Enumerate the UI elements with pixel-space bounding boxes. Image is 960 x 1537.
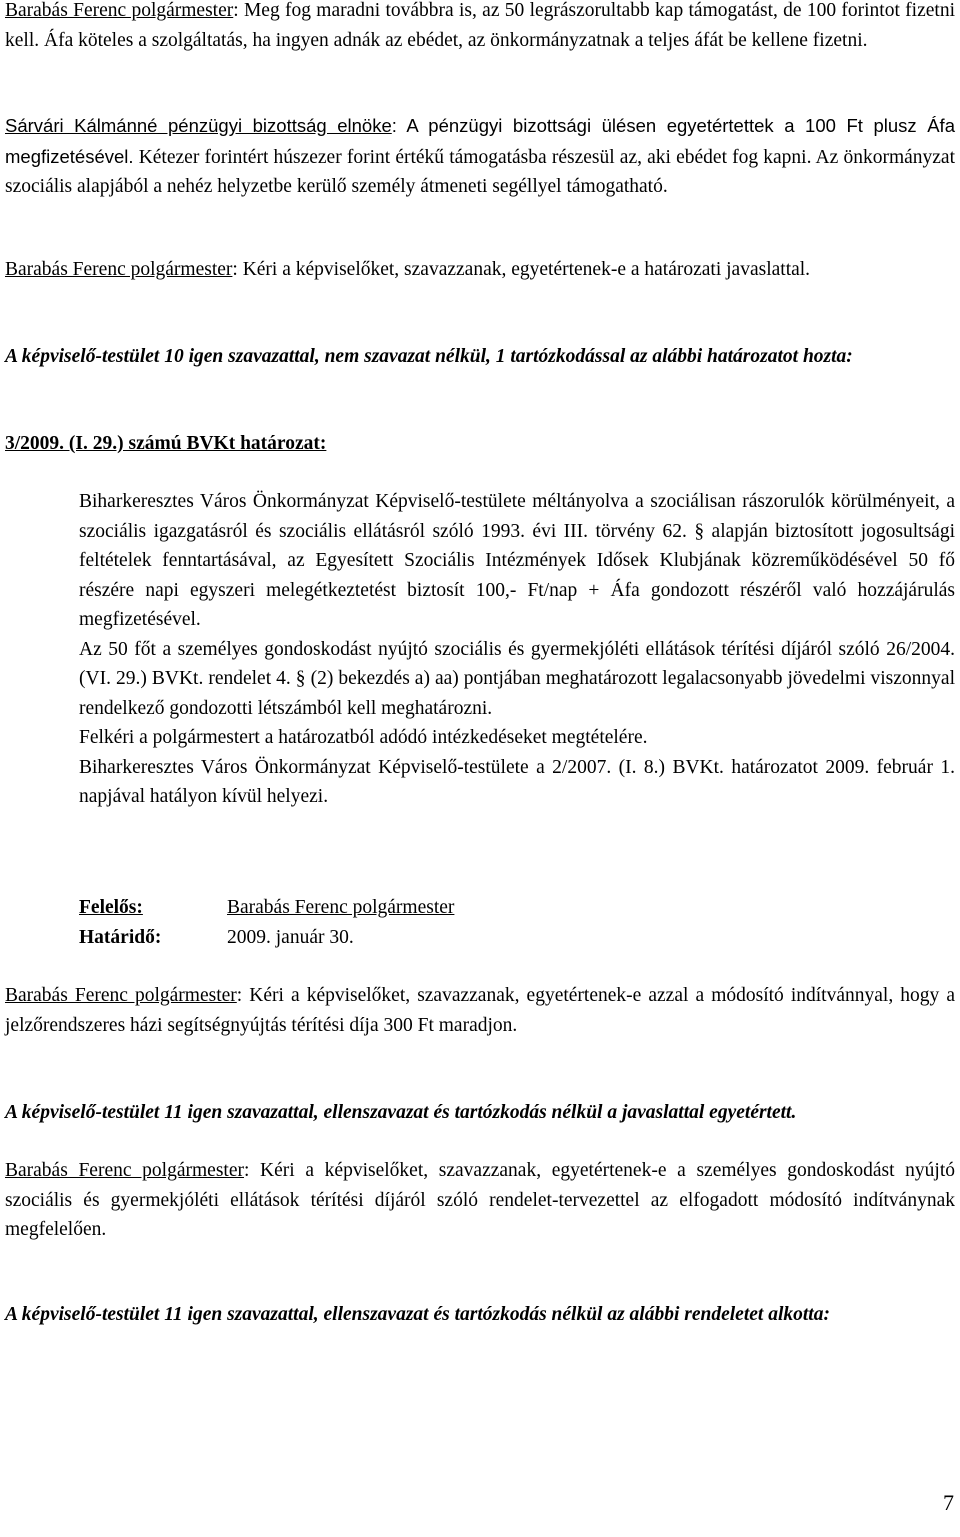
deadline-value: 2009. január 30. xyxy=(227,926,354,948)
deadline-label: Határidő: xyxy=(79,926,162,948)
paragraph-mayor-4 xyxy=(5,1156,955,1245)
resolution-paragraph: Biharkeresztes Város Önkormányzat Képviselő-testülete méltányolva a szociálisan rászorulók körülményeit, a szociális igazgatásról és szociális ellátásról szóló 1993. évi III. törvény 62. § alapján biztosított jogosultsági feltételek fenntartásával, az Egyesített Szociális Intézmények Idősek Klubjának közreműködésével 50 fő részére napi egyszeri melegétkeztetést biztosít 100,- Ft/nap + Áfa gondozott részéről való hozzájárulás megfizetésével. xyxy=(79,491,955,630)
deadline-row xyxy=(79,923,454,953)
resolution-paragraph: Biharkeresztes Város Önkormányzat Képviselő-testülete a 2/2007. (I. 8.) BVKt. határozatot 2009. február 1. napjával hatályon kívül helyezi. xyxy=(79,756,955,807)
responsible-label: Felelős: xyxy=(79,897,143,918)
paragraph-text: : Kéri a képviselőket, szavazzanak, egyetértenek-e a személyes gondoskodást nyújtó szociális és gyermekjóléti ellátások térítési díjáról szóló rendelet-tervezettel az elfogadott módosító indítványnak megfelelően. xyxy=(5,1160,955,1240)
vote-result-2: A képviselő-testület 11 igen szavazattal, ellenszavazat és tartózkodás nélkül a javaslattal egyetértett. xyxy=(5,1102,797,1123)
paragraph-mayor-2 xyxy=(5,255,955,285)
paragraph-text-sans: : A pénzügyi bizottsági ülésen egyetértettek a 100 Ft plusz Áfa megfizetésével. xyxy=(5,115,955,167)
paragraph-mayor-3 xyxy=(5,981,955,1040)
responsible-row xyxy=(79,893,454,923)
paragraph-text: : Kéri a képviselőket, szavazzanak, egyetértenek-e azzal a módosító indítvánnyal, hogy a jelzőrendszeres házi segítségnyújtás térítési díja 300 Ft maradjon. xyxy=(5,985,955,1036)
resolution-paragraph: Az 50 főt a személyes gondoskodást nyújtó szociális és gyermekjóléti ellátások térítési díjáról szóló 26/2004. (VI. 29.) BVKt. rendelet 4. § (2) bekezdés a) aa) pontjában meghatározott legalacsonyabb jövedelmi viszonnyal rendelkező gondozotti létszámból kell meghatározni. xyxy=(79,638,955,719)
paragraph-committee-chair xyxy=(5,111,955,202)
vote-result-3: A képviselő-testület 11 igen szavazattal, ellenszavazat és tartózkodás nélkül az alábbi rendeletet alkotta: xyxy=(5,1304,830,1325)
speaker-name: Barabás Ferenc polgármester xyxy=(5,259,233,280)
speaker-name: Barabás Ferenc polgármester xyxy=(5,0,234,21)
page-number: 7 xyxy=(943,1490,954,1515)
paragraph-text: : Meg fog maradni továbbra is, az 50 legrászorultabb kap támogatást, de 100 forintot fizetni kell. Áfa köteles a szolgáltatás, ha ingyen adnák az ebédet, az önkormányzatnak a teljes áfát be kellene fizetni. xyxy=(5,0,955,51)
paragraph-mayor-1 xyxy=(5,0,955,55)
resolution-body xyxy=(79,487,955,812)
paragraph-text: Kétezer forintért húszezer forint értékű támogatásba részesül az, aki ebédet fog kapni. Az önkormányzat szociális alapjából a nehéz helyzetbe kerülő személy átmeneti segéllyel támogatható. xyxy=(5,146,955,197)
speaker-name: Barabás Ferenc polgármester xyxy=(5,985,237,1006)
resolution-title: 3/2009. (I. 29.) számú BVKt határozat: xyxy=(5,433,327,454)
paragraph-text: : Kéri a képviselőket, szavazzanak, egyetértenek-e a határozati javaslattal. xyxy=(232,259,811,280)
speaker-name: Barabás Ferenc polgármester xyxy=(5,1160,244,1181)
responsibility-block xyxy=(79,893,454,952)
vote-result-1: A képviselő-testület 10 igen szavazattal, nem szavazat nélkül, 1 tartózkodással az alábbi határozatot hozta: xyxy=(5,346,853,367)
responsible-value: Barabás Ferenc polgármester xyxy=(227,897,455,918)
speaker-name: Sárvári Kálmánné pénzügyi bizottság elnöke xyxy=(5,115,392,136)
resolution-paragraph: Felkéri a polgármestert a határozatból adódó intézkedéseket megtételére. xyxy=(79,727,648,748)
